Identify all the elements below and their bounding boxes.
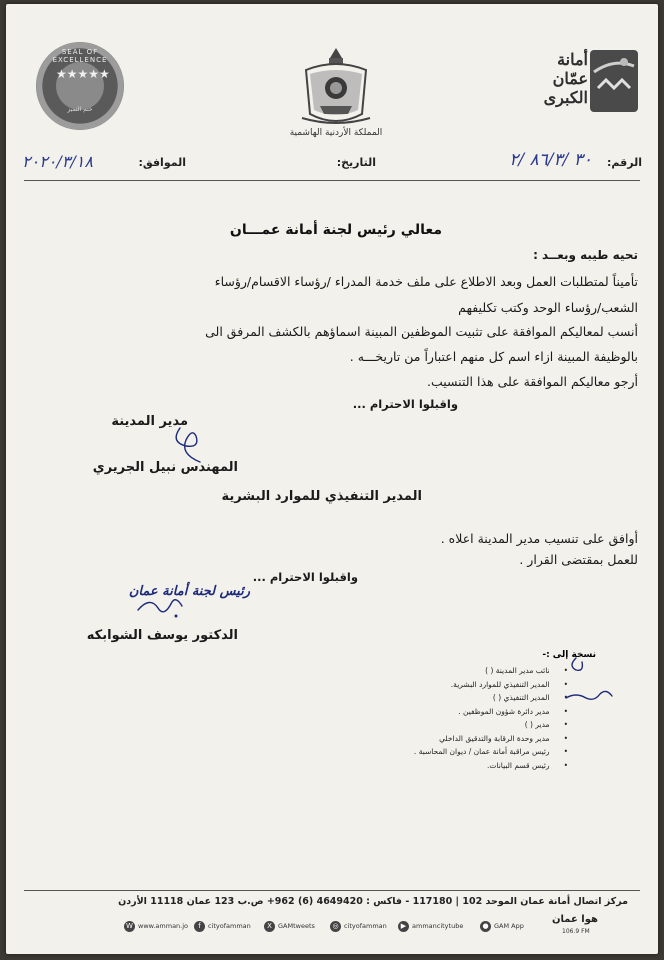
social-facebook [194,919,251,933]
corresponding-label: الموافق: [138,156,186,169]
approval-line-2: للعمل بمقتضى القرار . [519,552,638,567]
social-label: cityofamman [344,922,387,930]
header-divider [24,180,640,181]
social-label: GAM App [494,922,524,930]
sender-signature [166,424,226,464]
greeting: تحيه طيبه وبعــد : [533,248,638,262]
paragraph-2-line-2: بالوظيفة المبينة ازاء اسم كل منهم اعتباراً من تاريخـــه . [349,349,638,364]
social-label: www.amman.jo [138,922,189,930]
logo-line-2: عمّان [552,69,588,88]
social-youtube [398,919,463,933]
app-icon: ● [480,921,491,932]
approver-signature [136,594,186,620]
cc-item: • نائب مدير المدينة ( ) [414,664,568,678]
social-instagram [330,919,387,933]
paragraph-2-line-1: أنسب لمعاليكم الموافقة على تثبيت الموظفين المبينة اسماؤهم بالكشف المرفق الى [205,324,638,339]
approver-title: رئيس لجنة أمانة عمان [128,584,250,599]
radio-frequency: 106.9 FM [562,928,590,935]
closing-1: واقبلوا الاحترام ... [352,397,458,411]
amman-logo-text [526,50,588,107]
royal-crest-icon [296,44,376,128]
paragraph-1-line-1: تأميناً لمتطلبات العمل وبعد الاطلاع على ملف خدمة المدراء /رؤساء الاقسام/رؤساء [214,274,638,289]
cc-item: • المدير التنفيذي ( ) [414,691,568,705]
seal-bottom-text: ختم التميز [67,106,93,113]
sender-title: مدير المدينة [111,414,188,429]
seal-stars: ★★★★★ [56,67,110,81]
radio-name: هوا عمان [552,914,598,925]
cc-item: • مدير دائرة شؤون الموظفين . [414,705,568,719]
paragraph-1-line-2: الشعب/رؤساء الوحد وكتب تكليفهم [458,300,638,315]
seal-top-text: SEAL OF EXCELLENCE [52,48,108,64]
hr-director-heading: المدير التنفيذي للموارد البشرية [221,489,422,504]
date-label: التاريخ: [336,156,376,169]
youtube-icon: ▶ [398,921,409,932]
cc-label: نسخة إلى :- [542,650,596,660]
twitter-icon: X [264,921,275,932]
closing-2: واقبلوا الاحترام ... [252,570,358,584]
instagram-icon: ◎ [330,921,341,932]
cc-item: • رئيس مراقبة أمانة عمان / ديوان المحاسبة . [414,745,568,759]
cc-handwritten-marks [562,654,622,714]
social-label: ammancitytube [412,922,464,930]
approval-line-1: أوافق على تنسيب مدير المدينة اعلاه . [440,531,638,546]
logo-line-3: الكبرى [543,88,588,107]
footer-contact: مركز اتصال أمانة عمان الموحد 102 | 117180 - فاكس : 4649420 (6) 962+ ص.ب 123 عمان 11118 الأردن [118,896,628,907]
cc-item: • مدير وحدة الرقابة والتدقيق الداخلي [414,732,568,746]
corresponding-date-value: ٢٠٢٠/٣/١٨ [22,152,93,171]
ref-number-value: ٣٠ /٨٦/٣ /٢ [509,150,592,170]
ref-number-label: الرقم: [607,156,642,169]
globe-icon: W [124,921,135,932]
cc-item: • رئيس قسم البيانات. [414,759,568,773]
amman-logo-icon [588,48,640,114]
letter-page [6,4,658,954]
social-app [480,919,524,933]
cc-item: • المدير التنفيذي للموارد البشرية. [414,678,568,692]
social-twitter [264,919,315,933]
approver-name: الدكتور يوسف الشوابكه [86,628,238,643]
cc-item: • مدير ( ) [414,718,568,732]
social-label: GAMtweets [278,922,315,930]
request-line: أرجو معاليكم الموافقة على هذا التنسيب. [427,374,638,389]
letter-title: معالي رئيس لجنة أمانة عمـــان [229,222,442,238]
logo-line-1: أمانة [557,50,588,69]
crest-caption: المملكة الأردنية الهاشمية [289,128,383,138]
facebook-icon: f [194,921,205,932]
social-label: cityofamman [208,922,251,930]
sender-name: المهندس نبيل الجريري [92,460,238,475]
footer-divider [24,890,640,891]
cc-list [414,664,568,772]
social-globe [124,919,188,933]
